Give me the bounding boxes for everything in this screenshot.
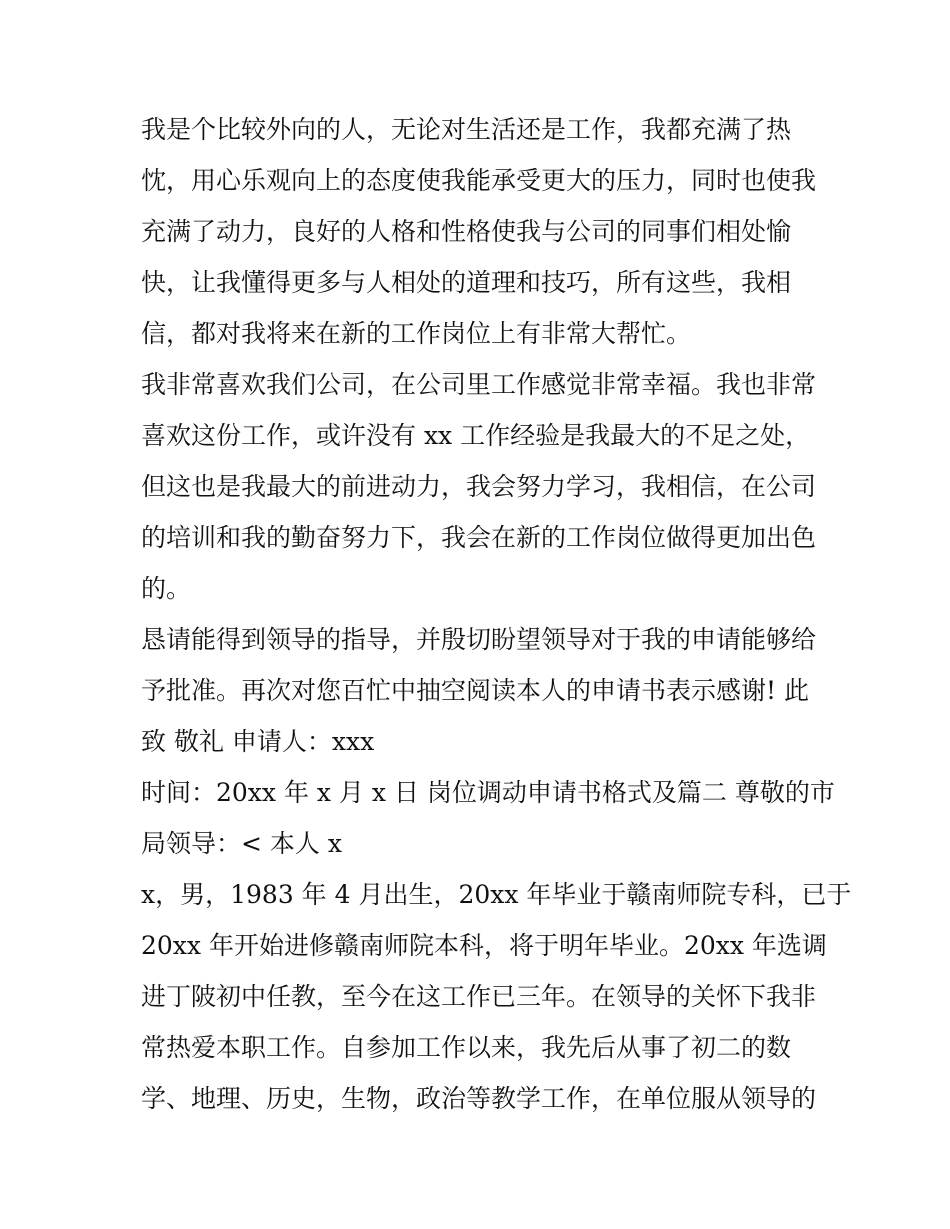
text-line: 充满了动力，良好的人格和性格使我与公司的同事们相处愉	[141, 217, 792, 246]
text-line: 快，让我懂得更多与人相处的道理和技巧，所有这些，我相	[141, 268, 792, 297]
text-line: 进丁陂初中任教，至今在这工作已三年。在领导的关怀下我非	[141, 982, 817, 1011]
text-line: 忱，用心乐观向上的态度使我能承受更大的压力，同时也使我	[141, 166, 817, 195]
text-line: 局领导：< 本人 x	[141, 829, 342, 858]
text-line: 喜欢这份工作，或许没有 xx 工作经验是我最大的不足之处，	[141, 421, 811, 450]
text-line: 信，都对我将来在新的工作岗位上有非常大帮忙。	[141, 319, 692, 348]
text-line: x，男，1983 年 4 月出生，20xx 年毕业于赣南师院专科，已于	[141, 880, 852, 909]
text-line: 恳请能得到领导的指导，并殷切盼望领导对于我的申请能够给	[141, 625, 817, 654]
text-line: 我是个比较外向的人，无论对生活还是工作，我都充满了热	[141, 115, 792, 144]
text-line: 我非常喜欢我们公司，在公司里工作感觉非常幸福。我也非常	[141, 370, 817, 399]
text-line: 常热爱本职工作。自参加工作以来，我先后从事了初二的数	[141, 1033, 792, 1062]
text-line: 但这也是我最大的前进动力，我会努力学习，我相信，在公司	[141, 472, 817, 501]
text-line: 予批准。再次对您百忙中抽空阅读本人的申请书表示感谢! 此	[141, 676, 809, 705]
text-line: 学、地理、历史，生物，政治等教学工作，在单位服从领导的	[141, 1084, 817, 1113]
text-line: 的培训和我的勤奋努力下，我会在新的工作岗位做得更加出色	[141, 523, 817, 552]
text-line: 20xx 年开始进修赣南师院本科，将于明年毕业。20xx 年选调	[141, 931, 827, 960]
text-line: 时间：20xx 年 x 月 x 日 岗位调动申请书格式及篇二 尊敬的市	[141, 778, 835, 807]
text-line: 致 敬礼 申请人：xxx	[141, 727, 375, 756]
text-line: 的。	[141, 574, 192, 603]
